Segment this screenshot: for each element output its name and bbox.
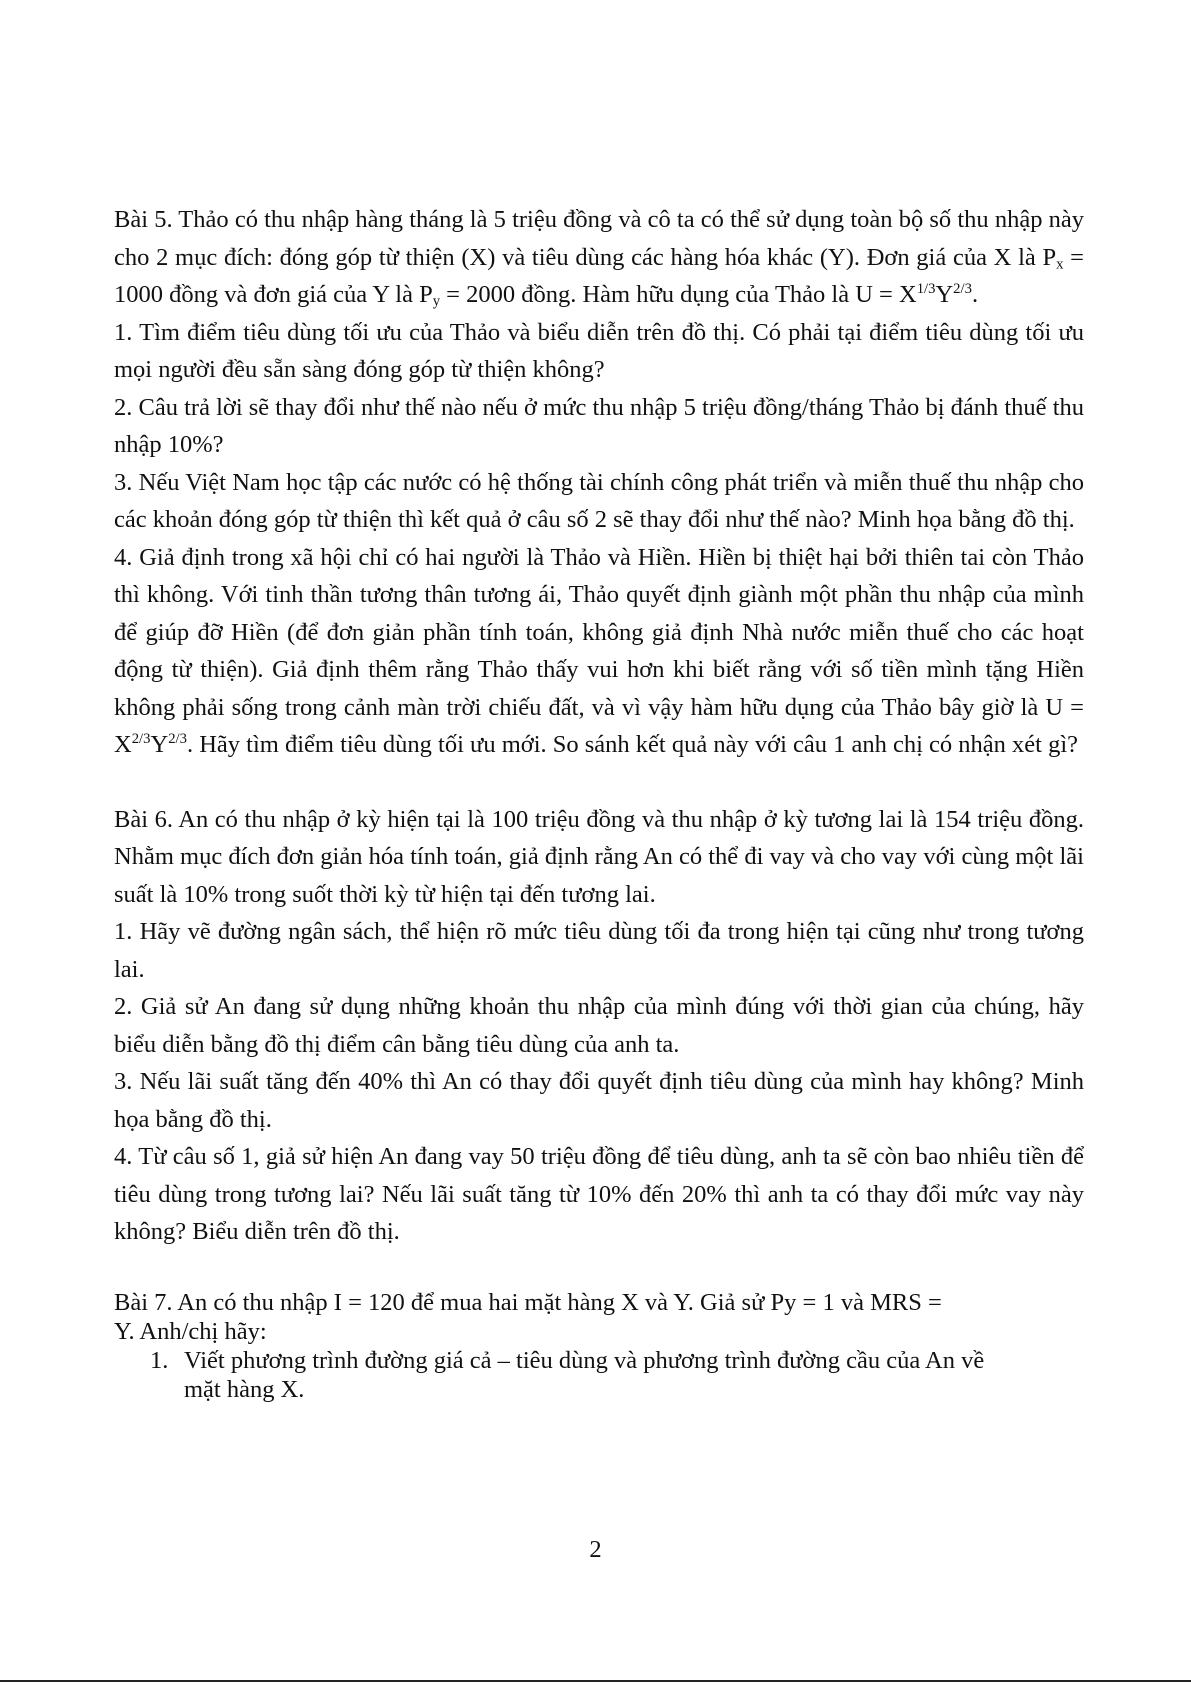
exercise-7 <box>114 1288 1084 1404</box>
price-x-subscript: x <box>1056 256 1064 273</box>
exercise-5-question-4 <box>114 539 1084 764</box>
exercise-5-intro-text-1: Bài 5. Thảo có thu nhập hàng tháng là 5 triệu đồng và cô ta có thể sử dụng toàn bộ số thu nhập này cho 2 mục đích: đóng góp từ thiện (X) và tiêu dùng các hàng hóa khác (Y). Đơn giá của X là P <box>114 206 1084 271</box>
exercise-6 <box>114 801 1084 1251</box>
exercise-5-q4-text-3: . Hãy tìm điểm tiêu dùng tối ưu mới. So sánh kết quả này với câu 1 anh chị có nhận xét gì? <box>186 731 1079 758</box>
exercise-7-item-1 <box>114 1346 1084 1404</box>
exercise-6-intro: Bài 6. An có thu nhập ở kỳ hiện tại là 100 triệu đồng và thu nhập ở kỳ tương lai là 154 triệu đồng. Nhằm mục đích đơn giản hóa tính toán, giả định rằng An có thể đi vay và cho vay với cùng một lãi suất là 10% trong suốt thời kỳ từ hiện tại đến tương lai. <box>114 805 1084 908</box>
exercise-6-question-4: 4. Từ câu số 1, giả sử hiện An đang vay 50 triệu đồng để tiêu dùng, anh ta sẽ còn bao nhiêu tiền để tiêu dùng trong tương lai? Nếu lãi suất tăng từ 10% đến 20% thì anh ta có thay đổi mức vay này không? Biểu diễn trên đồ thị. <box>114 1143 1084 1245</box>
utility-y-exponent: 2/3 <box>953 280 972 297</box>
utility-x-exponent: 1/3 <box>916 280 936 297</box>
exercise-5-question-1: 1. Tìm điểm tiêu dùng tối ưu của Thảo và biểu diễn trên đồ thị. Có phải tại điểm tiêu dùng tối ưu mọi người đều sẵn sàng đóng góp từ thiện không? <box>114 318 1084 383</box>
exercise-6-question-1: 1. Hãy vẽ đường ngân sách, thể hiện rõ mức tiêu dùng tối đa trong hiện tại cũng như trong tương lai. <box>114 918 1084 983</box>
exercise-5-intro-text-4: Y <box>935 281 954 308</box>
exercise-5-question-2: 2. Câu trả lời sẽ thay đổi như thế nào nếu ở mức thu nhập 5 triệu đồng/tháng Thảo bị đánh thuế thu nhập 10%? <box>114 393 1084 458</box>
exercise-7-item-1-line-2: mặt hàng X. <box>184 1375 305 1403</box>
exercise-5-q4-text-2: Y <box>150 731 169 758</box>
exercise-5-q4-text-1: 4. Giả định trong xã hội chỉ có hai người là Thảo và Hiền. Hiền bị thiệt hại bởi thiên tai còn Thảo thì không. Với tinh thần tương thân tương ái, Thảo quyết định giành một phần thu nhập của mình để giúp đỡ Hiền (để đơn giản phần tính toán, không giả định Nhà nước miễn thuế cho các hoạt động từ thiện). Giả định thêm rằng Thảo thấy vui hơn khi biết rằng với số tiền mình tặng Hiền không phải sống trong cảnh màn trời chiếu đất, và vì vậy hàm hữu dụng của Thảo bây giờ là U = X <box>114 543 1084 758</box>
bottom-rule <box>0 1680 1191 1682</box>
page-content <box>114 201 1084 1404</box>
price-y-subscript: y <box>432 293 441 310</box>
exercise-5-question-3: 3. Nếu Việt Nam học tập các nước có hệ thống tài chính công phát triển và miễn thuế thu nhập cho các khoản đóng góp từ thiện thì kết quả ở câu số 2 sẽ thay đổi như thế nào? Minh họa bằng đồ thị. <box>114 468 1084 533</box>
exercise-5-intro-text-2: = 1000 đồng và đơn giá của Y là P <box>114 243 1084 308</box>
exercise-5 <box>114 201 1084 764</box>
paragraph-gap <box>114 764 1084 801</box>
paragraph-gap <box>114 1251 1084 1288</box>
exercise-7-line-1: Bài 7. An có thu nhập I = 120 để mua hai mặt hàng X và Y. Giả sử Py = 1 và MRS = <box>114 1288 942 1316</box>
exercise-6-question-2: 2. Giả sử An đang sử dụng những khoản thu nhập của mình đúng với thời gian của chúng, hãy biểu diễn bằng đồ thị điểm cân bằng tiêu dùng của anh ta. <box>114 993 1084 1058</box>
exercise-5-intro <box>114 201 1084 314</box>
exercise-7-item-1-line-1: Viết phương trình đường giá cả – tiêu dùng và phương trình đường cầu của An về <box>184 1346 985 1374</box>
exercise-5-intro-text-5: . <box>971 281 979 308</box>
new-utility-y-exponent: 2/3 <box>168 730 187 747</box>
exercise-6-question-3: 3. Nếu lãi suất tăng đến 40% thì An có thay đổi quyết định tiêu dùng của mình hay không? Minh họa bằng đồ thị. <box>114 1068 1084 1133</box>
page-number: 2 <box>589 1536 602 1563</box>
exercise-5-intro-text-3: = 2000 đồng. Hàm hữu dụng của Thảo là U = X <box>440 281 917 308</box>
exercise-7-line-2: Y. Anh/chị hãy: <box>114 1317 267 1345</box>
exercise-7-item-1-number: 1. <box>150 1346 169 1374</box>
new-utility-x-exponent: 2/3 <box>131 730 151 747</box>
